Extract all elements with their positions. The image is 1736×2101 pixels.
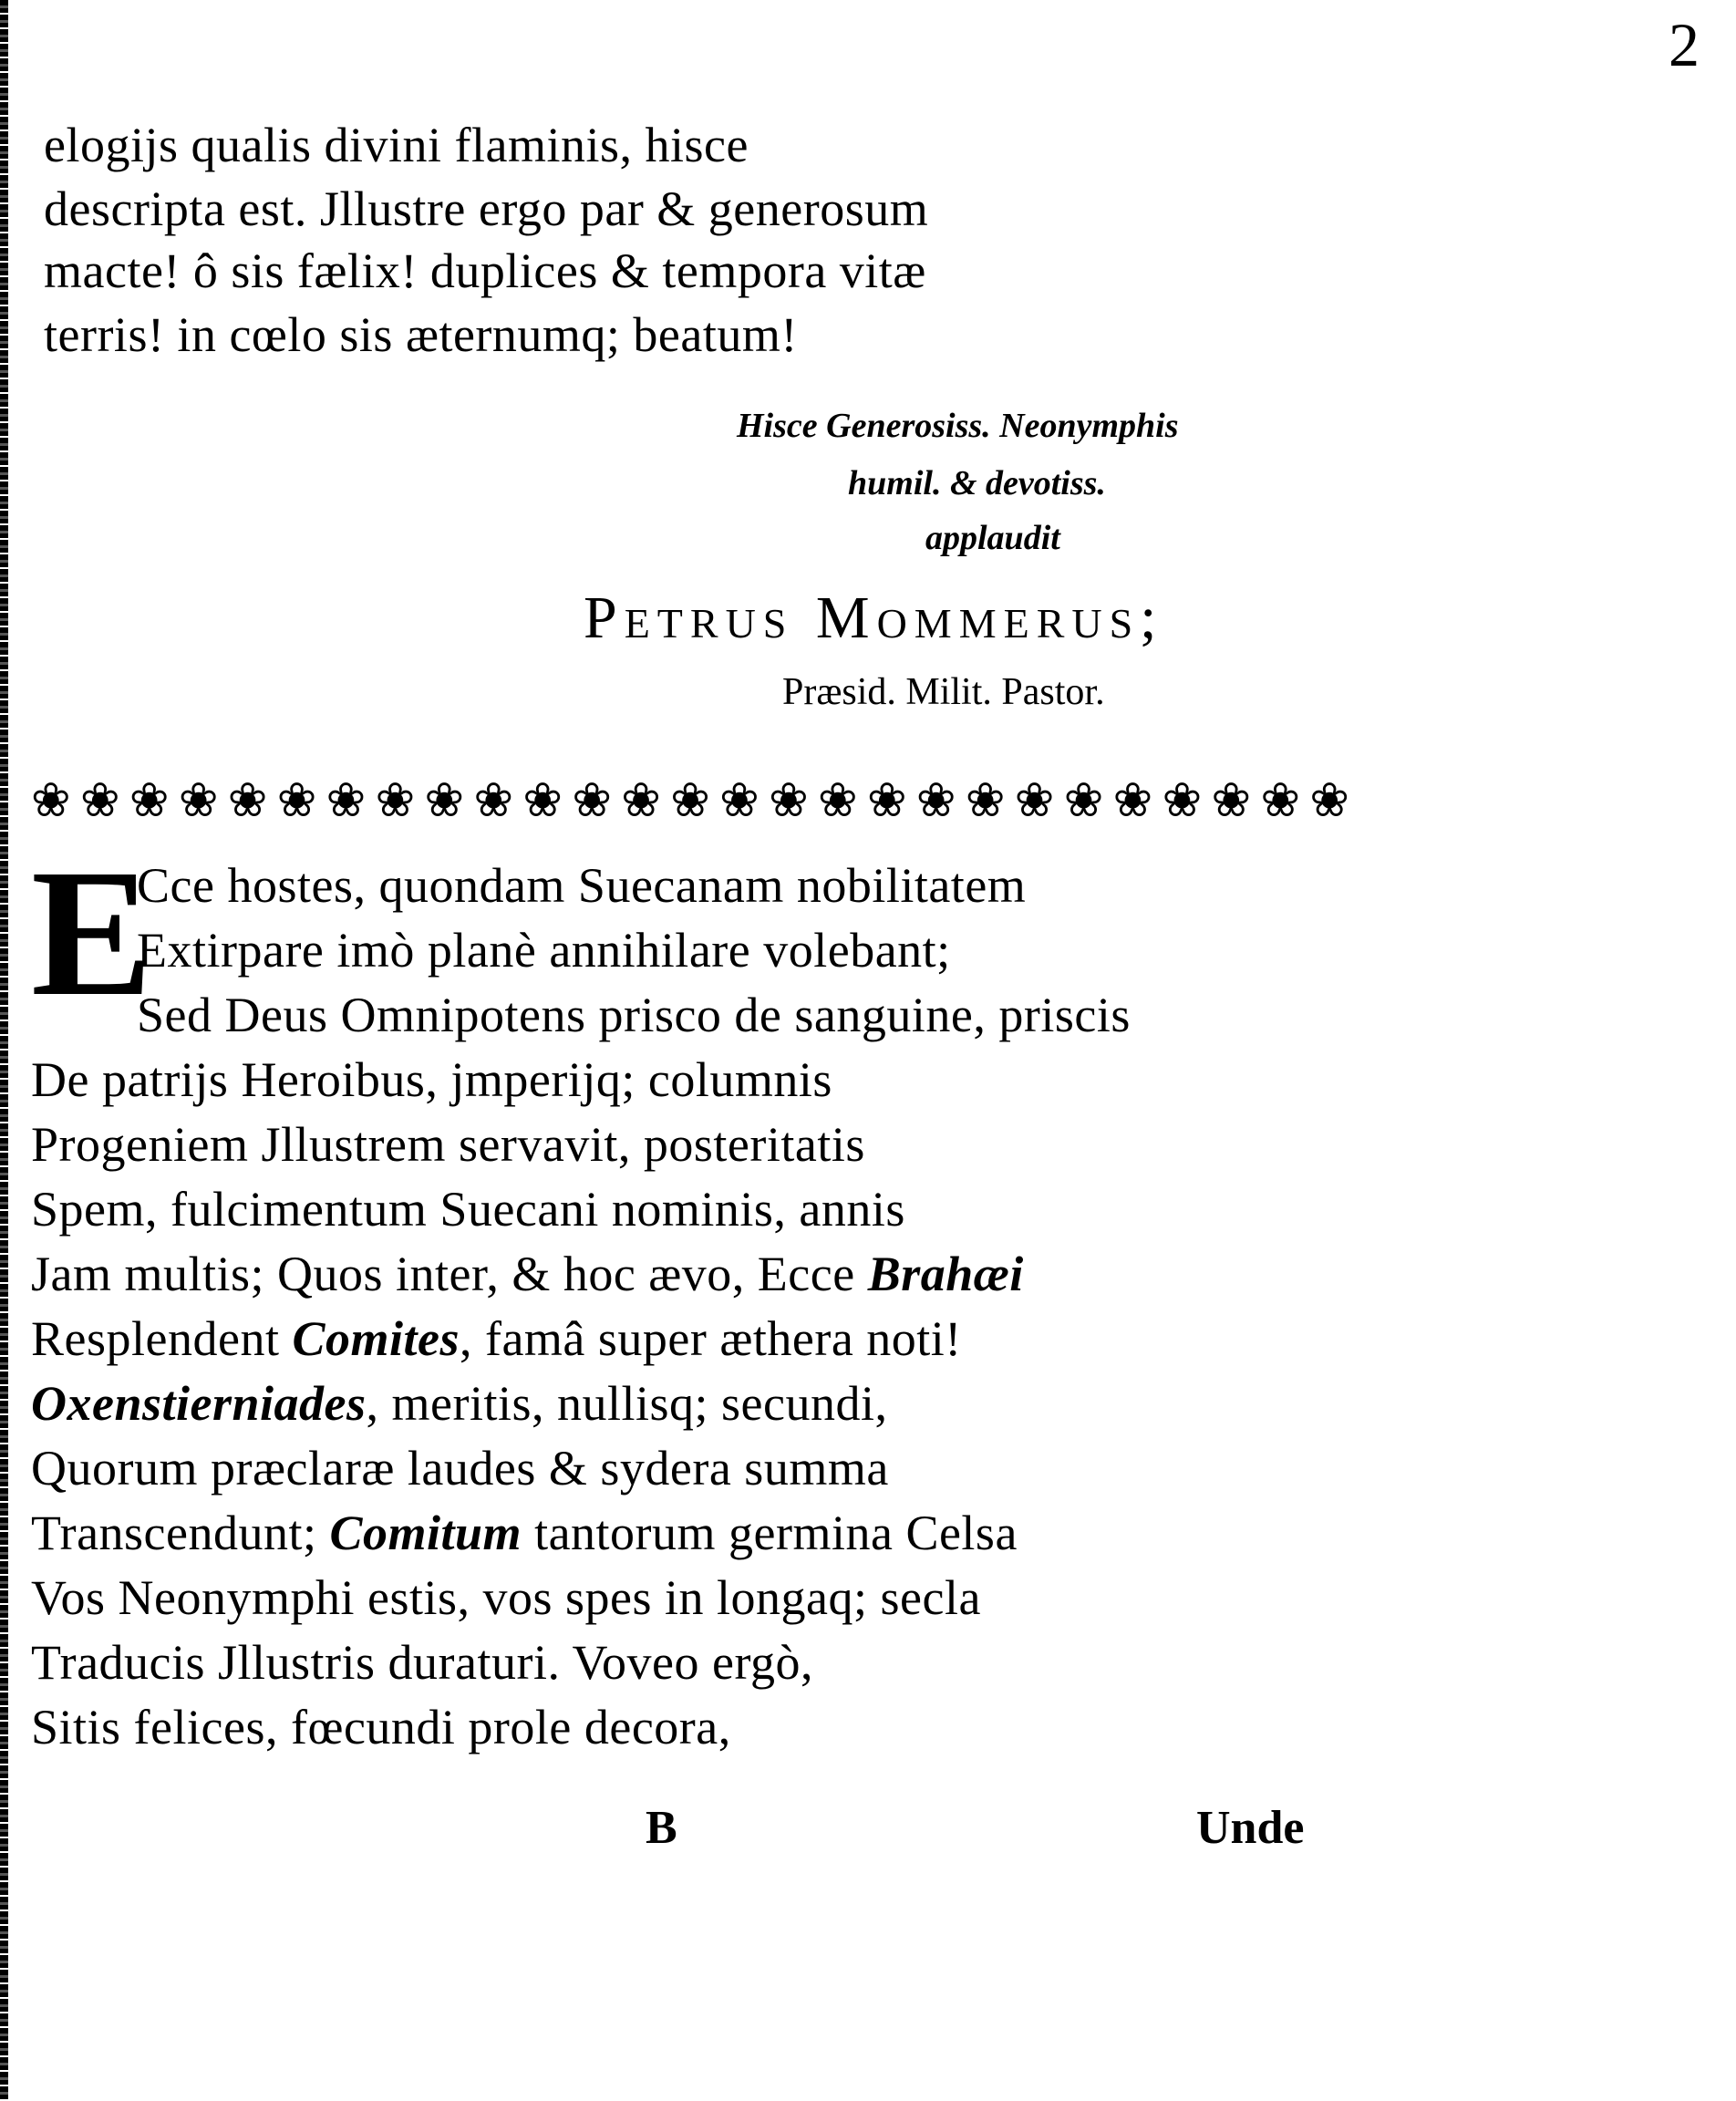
dedication-line: applaudit [925,519,1060,557]
poem-line [31,1440,889,1496]
poem-line [31,1699,731,1755]
poem-line [31,1051,832,1108]
page-number: 2 [1669,10,1700,79]
poem-text: , meritis, nullisq; secundi, [366,1376,888,1431]
fleuron-icon: ❀ [276,775,317,827]
author-title: Præsid. Milit. Pastor. [782,671,1105,713]
fleuron-icon: ❀ [129,775,170,827]
poem-text: , famâ super æthera noti! [459,1311,962,1366]
text-line: terris! in cœlo sis æternumq; beatum! [44,307,798,362]
poem-line [137,922,951,978]
poem-line [31,1375,888,1432]
poem-line [137,987,1131,1043]
text-line: elogijs qualis divini flaminis, hisce [44,118,749,172]
poem-text: Spem, fulcimentum Suecani nominis, annis [31,1182,905,1237]
poem-text: Traducis Jllustris duraturi. Voveo ergò, [31,1635,814,1690]
fleuron-icon: ❀ [670,775,710,827]
fleuron-icon: ❀ [572,775,612,827]
fleuron-icon: ❀ [424,775,465,827]
fleuron-icon: ❀ [1309,775,1349,827]
poem-text: Jam multis; Quos inter, & hoc ævo, Ecce [31,1247,868,1301]
text-line: descripta est. Jllustre ergo par & generosum [44,181,929,236]
poem-text: Cce hostes, quondam Suecanam nobilitatem [137,858,1027,913]
poem-text: Quorum præclaræ laudes & sydera summa [31,1441,889,1496]
fleuron-icon: ❀ [375,775,416,827]
fleuron-icon: ❀ [621,775,661,827]
poem-line [31,1181,905,1237]
fleuron-icon: ❀ [178,775,219,827]
fleuron-ornament-row [31,771,1349,832]
poem-text: Extirpare imò planè annihilare volebant; [137,923,951,978]
fleuron-icon: ❀ [818,775,858,827]
fleuron-icon: ❀ [1211,775,1252,827]
poem-line [31,1634,813,1691]
fleuron-icon: ❀ [1162,775,1203,827]
fleuron-icon: ❀ [31,775,71,827]
fleuron-icon: ❀ [473,775,514,827]
fleuron-icon: ❀ [965,775,1006,827]
fleuron-icon: ❀ [866,775,907,827]
fleuron-icon: ❀ [522,775,563,827]
poem-text: Resplendent [31,1311,293,1366]
fleuron-icon: ❀ [1014,775,1055,827]
poem-line [31,1310,962,1367]
italic-name: Comitum [329,1506,522,1560]
poem-text: Transcendunt; [31,1506,330,1560]
fleuron-icon: ❀ [79,775,120,827]
author-name: Petrus Mommerus; [584,585,1164,651]
poem-line [137,857,1026,914]
fleuron-icon: ❀ [719,775,760,827]
text-line: macte! ô sis fælix! duplices & tempora vitæ [44,243,926,298]
poem-text: De patrijs Heroibus, jmperijq; columnis [31,1052,832,1107]
poem-text: Vos Neonymphi estis, vos spes in longaq; secla [31,1570,981,1625]
fleuron-icon: ❀ [769,775,809,827]
fleuron-icon: ❀ [1063,775,1104,827]
signature-mark: B [646,1802,677,1854]
dedication-line: Hisce Generosiss. Neonymphis [737,407,1179,445]
poem-text: Progeniem Jllustrem servavit, posteritatis [31,1117,865,1172]
italic-name: Brahæi [867,1247,1024,1301]
poem-text: tantorum germina Celsa [522,1506,1018,1560]
fleuron-icon: ❀ [326,775,367,827]
poem-line [31,1569,981,1626]
italic-name: Oxenstierniades [31,1376,367,1431]
italic-name: Comites [292,1311,460,1366]
fleuron-icon: ❀ [227,775,268,827]
fleuron-icon: ❀ [1112,775,1153,827]
poem-line [31,1246,1024,1302]
poem-line [31,1505,1018,1561]
poem-line [31,1116,865,1173]
book-binding-edge [0,0,8,2101]
dedication-line: humil. & devotiss. [848,464,1106,502]
poem-text: Sed Deus Omnipotens prisco de sanguine, priscis [137,988,1131,1042]
catchword: Unde [1196,1802,1305,1854]
fleuron-icon: ❀ [915,775,956,827]
fleuron-icon: ❀ [1260,775,1301,827]
drop-cap: E [31,833,153,1034]
poem-text: Sitis felices, fœcundi prole decora, [31,1700,731,1754]
